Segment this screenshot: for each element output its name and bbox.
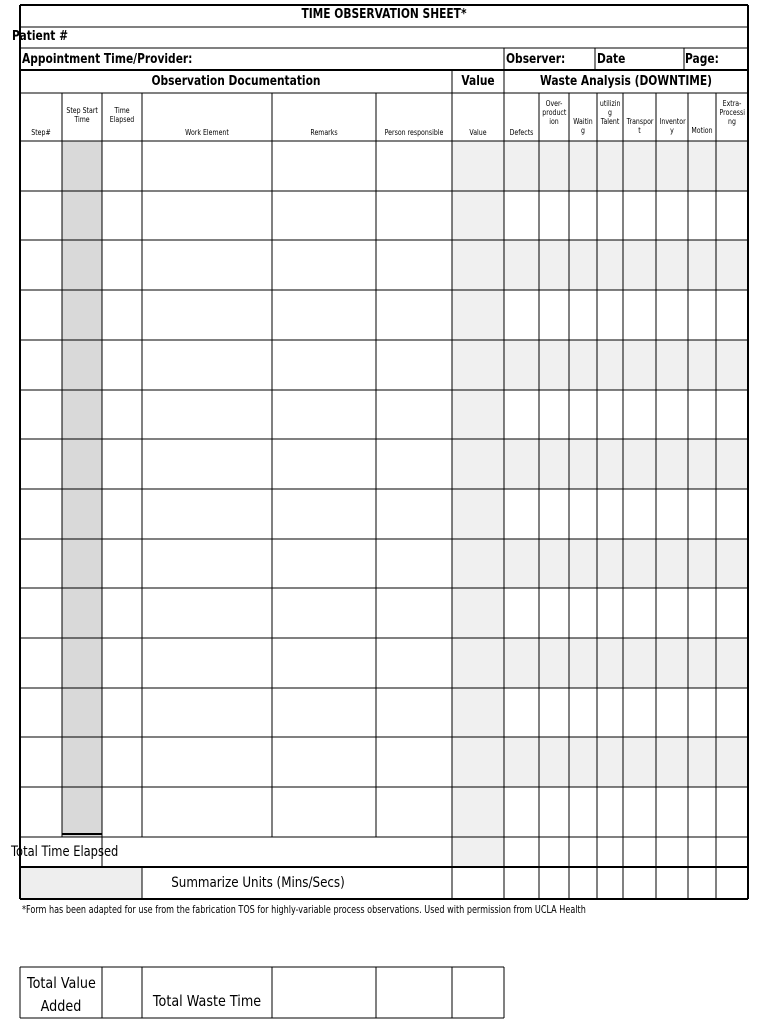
cell-time-elapsed[interactable]: [103, 391, 141, 439]
cell-talent[interactable]: [598, 738, 622, 786]
cell-transport[interactable]: [624, 142, 655, 190]
cell-talent[interactable]: [598, 241, 622, 289]
cell-defects[interactable]: [505, 788, 538, 836]
cell-time-elapsed[interactable]: [103, 192, 141, 240]
cell-remarks[interactable]: [273, 788, 375, 836]
cell-overproduction[interactable]: [540, 689, 568, 737]
total-waste-time-input[interactable]: [272, 967, 503, 1018]
cell-inventory[interactable]: [657, 788, 687, 836]
cell-work-element[interactable]: [143, 192, 271, 240]
cell-person-responsible[interactable]: [377, 391, 451, 439]
cell-remarks[interactable]: [273, 391, 375, 439]
total-value-added-input[interactable]: [102, 967, 141, 1018]
cell-time-elapsed[interactable]: [103, 788, 141, 836]
cell-defects[interactable]: [505, 639, 538, 687]
cell-time-elapsed[interactable]: [103, 689, 141, 737]
col-extra-processing: Extra- Processi ng: [719, 99, 745, 126]
waste-analysis-header: Waste Analysis (DOWNTIME): [539, 74, 713, 89]
cell-talent[interactable]: [598, 192, 622, 240]
cell-transport[interactable]: [624, 540, 655, 588]
cell-step[interactable]: [21, 589, 61, 637]
cell-remarks[interactable]: [273, 589, 375, 637]
cell-motion[interactable]: [689, 738, 715, 786]
cell-extra-processing[interactable]: [717, 540, 747, 588]
col-transport: Transpor t: [626, 117, 654, 135]
cell-value[interactable]: [453, 440, 503, 488]
cell-remarks[interactable]: [273, 341, 375, 389]
cell-defects[interactable]: [505, 291, 538, 339]
cell-motion[interactable]: [689, 241, 715, 289]
cell-inventory[interactable]: [657, 440, 687, 488]
cell-overproduction[interactable]: [540, 490, 568, 538]
cell-talent[interactable]: [598, 391, 622, 439]
cell-transport[interactable]: [624, 689, 655, 737]
cell-inventory[interactable]: [657, 589, 687, 637]
cell-talent[interactable]: [598, 689, 622, 737]
cell-step[interactable]: [21, 639, 61, 687]
summarize-units-label: Summarize Units (Mins/Secs): [171, 875, 345, 891]
cell-defects[interactable]: [505, 490, 538, 538]
cell-inventory[interactable]: [657, 142, 687, 190]
cell-value[interactable]: [453, 540, 503, 588]
cell-overproduction[interactable]: [540, 639, 568, 687]
cell-inventory[interactable]: [657, 738, 687, 786]
cell-extra-processing[interactable]: [717, 788, 747, 836]
cell-transport[interactable]: [624, 391, 655, 439]
total-value-added-label: Total Value Added: [27, 974, 96, 1015]
cell-extra-processing[interactable]: [717, 391, 747, 439]
summary-units-shading: [20, 868, 142, 898]
cell-remarks[interactable]: [273, 192, 375, 240]
cell-person-responsible[interactable]: [377, 490, 451, 538]
cell-waiting[interactable]: [570, 589, 596, 637]
cell-person-responsible[interactable]: [377, 341, 451, 389]
cell-motion[interactable]: [689, 142, 715, 190]
cell-inventory[interactable]: [657, 639, 687, 687]
sheet-title: TIME OBSERVATION SHEET*: [301, 7, 467, 22]
cell-overproduction[interactable]: [540, 788, 568, 836]
cell-inventory[interactable]: [657, 689, 687, 737]
cell-time-elapsed[interactable]: [103, 241, 141, 289]
cell-step-start-time[interactable]: [63, 689, 101, 737]
cell-talent[interactable]: [598, 490, 622, 538]
cell-extra-processing[interactable]: [717, 142, 747, 190]
cell-value[interactable]: [453, 639, 503, 687]
cell-time-elapsed[interactable]: [103, 639, 141, 687]
cell-motion[interactable]: [689, 540, 715, 588]
cell-overproduction[interactable]: [540, 341, 568, 389]
cell-extra-processing[interactable]: [717, 490, 747, 538]
cell-waiting[interactable]: [570, 689, 596, 737]
cell-extra-processing[interactable]: [717, 589, 747, 637]
col-time-elapsed: Time Elapsed: [109, 106, 135, 124]
cell-step[interactable]: [21, 391, 61, 439]
cell-step[interactable]: [21, 540, 61, 588]
cell-talent[interactable]: [598, 291, 622, 339]
col-waiting: Waitin g: [573, 117, 593, 135]
total-time-elapsed-input[interactable]: [102, 837, 452, 867]
cell-waiting[interactable]: [570, 291, 596, 339]
cell-extra-processing[interactable]: [717, 738, 747, 786]
cell-motion[interactable]: [689, 689, 715, 737]
cell-overproduction[interactable]: [540, 589, 568, 637]
cell-defects[interactable]: [505, 241, 538, 289]
cell-overproduction[interactable]: [540, 241, 568, 289]
cell-value[interactable]: [453, 788, 503, 836]
cell-transport[interactable]: [624, 639, 655, 687]
cell-step-start-time[interactable]: [63, 341, 101, 389]
cell-waiting[interactable]: [570, 639, 596, 687]
cell-step-start-time[interactable]: [63, 490, 101, 538]
cell-value[interactable]: [453, 142, 503, 190]
cell-motion[interactable]: [689, 192, 715, 240]
cell-step-start-time[interactable]: [63, 142, 101, 190]
cell-person-responsible[interactable]: [377, 589, 451, 637]
cell-work-element[interactable]: [143, 738, 271, 786]
cell-value[interactable]: [453, 589, 503, 637]
col-talent: utilizin g Talent: [599, 99, 621, 126]
cell-defects[interactable]: [505, 689, 538, 737]
cell-overproduction[interactable]: [540, 142, 568, 190]
cell-talent[interactable]: [598, 440, 622, 488]
cell-remarks[interactable]: [273, 738, 375, 786]
cell-remarks[interactable]: [273, 490, 375, 538]
total-waste-time-label: Total Waste Time: [152, 992, 262, 1010]
cell-work-element[interactable]: [143, 142, 271, 190]
cell-person-responsible[interactable]: [377, 142, 451, 190]
cell-talent[interactable]: [598, 341, 622, 389]
observation-documentation-header: Observation Documentation: [151, 74, 321, 89]
cell-step[interactable]: [21, 490, 61, 538]
cell-transport[interactable]: [624, 589, 655, 637]
cell-time-elapsed[interactable]: [103, 490, 141, 538]
cell-value[interactable]: [453, 341, 503, 389]
cell-extra-processing[interactable]: [717, 192, 747, 240]
cell-overproduction[interactable]: [540, 738, 568, 786]
cell-person-responsible[interactable]: [377, 241, 451, 289]
cell-waiting[interactable]: [570, 540, 596, 588]
col-person-responsible: Person responsible: [384, 128, 444, 137]
cell-motion[interactable]: [689, 788, 715, 836]
cell-inventory[interactable]: [657, 540, 687, 588]
cell-transport[interactable]: [624, 738, 655, 786]
cell-step-start-time[interactable]: [63, 738, 101, 786]
cell-value[interactable]: [453, 689, 503, 737]
cell-step[interactable]: [21, 241, 61, 289]
cell-talent[interactable]: [598, 788, 622, 836]
cell-inventory[interactable]: [657, 341, 687, 389]
cell-step[interactable]: [21, 291, 61, 339]
cell-waiting[interactable]: [570, 341, 596, 389]
cell-extra-processing[interactable]: [717, 241, 747, 289]
cell-transport[interactable]: [624, 192, 655, 240]
cell-motion[interactable]: [689, 589, 715, 637]
total-time-elapsed-cell: [11, 837, 119, 867]
cell-time-elapsed[interactable]: [103, 142, 141, 190]
cell-waiting[interactable]: [570, 142, 596, 190]
cell-motion[interactable]: [689, 440, 715, 488]
cell-time-elapsed[interactable]: [103, 291, 141, 339]
value-section-header: Value: [461, 74, 495, 89]
cell-overproduction[interactable]: [540, 540, 568, 588]
cell-remarks[interactable]: [273, 241, 375, 289]
observer-label: Observer:: [506, 52, 566, 67]
footnote: *Form has been adapted for use from the fabrication TOS for highly-variable process observations. Used with permission from UCLA Health: [22, 903, 586, 916]
cell-talent[interactable]: [598, 142, 622, 190]
cell-extra-processing[interactable]: [717, 689, 747, 737]
cell-time-elapsed[interactable]: [103, 540, 141, 588]
cell-time-elapsed[interactable]: [103, 341, 141, 389]
cell-defects[interactable]: [505, 589, 538, 637]
cell-transport[interactable]: [624, 440, 655, 488]
cell-talent[interactable]: [598, 540, 622, 588]
col-motion: Motion: [691, 126, 713, 135]
cell-value[interactable]: [453, 291, 503, 339]
cell-transport[interactable]: [624, 241, 655, 289]
patient-field[interactable]: [12, 26, 320, 46]
cell-inventory[interactable]: [657, 241, 687, 289]
cell-overproduction[interactable]: [540, 192, 568, 240]
cell-transport[interactable]: [624, 490, 655, 538]
cell-waiting[interactable]: [570, 192, 596, 240]
cell-talent[interactable]: [598, 639, 622, 687]
cell-work-element[interactable]: [143, 291, 271, 339]
cell-motion[interactable]: [689, 341, 715, 389]
cell-inventory[interactable]: [657, 192, 687, 240]
cell-transport[interactable]: [624, 291, 655, 339]
cell-overproduction[interactable]: [540, 291, 568, 339]
cell-extra-processing[interactable]: [717, 440, 747, 488]
cell-time-elapsed[interactable]: [103, 589, 141, 637]
cell-work-element[interactable]: [143, 490, 271, 538]
col-value: Value: [469, 128, 487, 137]
cell-defects[interactable]: [505, 391, 538, 439]
cell-work-element[interactable]: [143, 391, 271, 439]
col-step: Step#: [31, 128, 51, 137]
cell-remarks[interactable]: [273, 689, 375, 737]
cell-extra-processing[interactable]: [717, 291, 747, 339]
cell-defects[interactable]: [505, 540, 538, 588]
cell-step-start-time[interactable]: [63, 639, 101, 687]
cell-remarks[interactable]: [273, 440, 375, 488]
cell-waiting[interactable]: [570, 788, 596, 836]
date-label: Date: [597, 52, 626, 67]
cell-overproduction[interactable]: [540, 440, 568, 488]
cell-work-element[interactable]: [143, 788, 271, 836]
cell-waiting[interactable]: [570, 440, 596, 488]
cell-person-responsible[interactable]: [377, 738, 451, 786]
cell-step[interactable]: [21, 788, 61, 836]
cell-transport[interactable]: [624, 341, 655, 389]
cell-remarks[interactable]: [273, 639, 375, 687]
cell-value[interactable]: [453, 490, 503, 538]
cell-waiting[interactable]: [570, 738, 596, 786]
cell-motion[interactable]: [689, 490, 715, 538]
col-work-element: Work Element: [185, 128, 229, 137]
cell-work-element[interactable]: [143, 341, 271, 389]
cell-motion[interactable]: [689, 391, 715, 439]
cell-person-responsible[interactable]: [377, 639, 451, 687]
cell-work-element[interactable]: [143, 639, 271, 687]
cell-step-start-time[interactable]: [63, 440, 101, 488]
cell-time-elapsed[interactable]: [103, 738, 141, 786]
cell-value[interactable]: [453, 192, 503, 240]
page-label: Page:: [685, 52, 719, 67]
cell-work-element[interactable]: [143, 589, 271, 637]
cell-step-start-time[interactable]: [63, 589, 101, 637]
cell-work-element[interactable]: [143, 241, 271, 289]
patient-label: Patient #: [12, 29, 69, 44]
col-step-start-time: Step Start Time: [66, 106, 98, 124]
cell-remarks[interactable]: [273, 142, 375, 190]
cell-overproduction[interactable]: [540, 391, 568, 439]
cell-time-elapsed[interactable]: [103, 440, 141, 488]
cell-value[interactable]: [453, 738, 503, 786]
cell-work-element[interactable]: [143, 540, 271, 588]
cell-defects[interactable]: [505, 738, 538, 786]
cell-person-responsible[interactable]: [377, 540, 451, 588]
appointment-label: Appointment Time/Provider:: [22, 52, 193, 67]
cell-talent[interactable]: [598, 589, 622, 637]
cell-work-element[interactable]: [143, 440, 271, 488]
cell-step[interactable]: [21, 689, 61, 737]
cell-extra-processing[interactable]: [717, 341, 747, 389]
cell-waiting[interactable]: [570, 391, 596, 439]
cell-inventory[interactable]: [657, 391, 687, 439]
cell-waiting[interactable]: [570, 490, 596, 538]
cell-remarks[interactable]: [273, 540, 375, 588]
col-remarks: Remarks: [310, 128, 338, 137]
cell-value[interactable]: [453, 391, 503, 439]
cell-transport[interactable]: [624, 788, 655, 836]
cell-step-start-time[interactable]: [63, 788, 101, 836]
cell-step[interactable]: [21, 738, 61, 786]
cell-person-responsible[interactable]: [377, 291, 451, 339]
cell-step-start-time[interactable]: [63, 391, 101, 439]
cell-step-start-time[interactable]: [63, 291, 101, 339]
cell-defects[interactable]: [505, 440, 538, 488]
cell-step[interactable]: [21, 341, 61, 389]
cell-waiting[interactable]: [570, 241, 596, 289]
cell-defects[interactable]: [505, 192, 538, 240]
cell-step[interactable]: [21, 440, 61, 488]
cell-person-responsible[interactable]: [377, 440, 451, 488]
cell-step[interactable]: [21, 192, 61, 240]
cell-step-start-time[interactable]: [63, 192, 101, 240]
col-inventory: Inventor y: [659, 117, 686, 135]
cell-defects[interactable]: [505, 142, 538, 190]
col-defects: Defects: [509, 128, 534, 137]
cell-motion[interactable]: [689, 291, 715, 339]
cell-person-responsible[interactable]: [377, 192, 451, 240]
cell-person-responsible[interactable]: [377, 689, 451, 737]
cell-person-responsible[interactable]: [377, 788, 451, 836]
cell-defects[interactable]: [505, 341, 538, 389]
cell-value[interactable]: [453, 241, 503, 289]
cell-motion[interactable]: [689, 639, 715, 687]
cell-extra-processing[interactable]: [717, 639, 747, 687]
cell-work-element[interactable]: [143, 689, 271, 737]
cell-remarks[interactable]: [273, 291, 375, 339]
cell-step-start-time[interactable]: [63, 540, 101, 588]
cell-inventory[interactable]: [657, 291, 687, 339]
col-overproduction: Over- product ion: [542, 99, 567, 126]
total-time-elapsed-label: Total Time Elapsed: [11, 844, 119, 860]
cell-inventory[interactable]: [657, 490, 687, 538]
cell-step-start-time[interactable]: [63, 241, 101, 289]
cell-step[interactable]: [21, 142, 61, 190]
